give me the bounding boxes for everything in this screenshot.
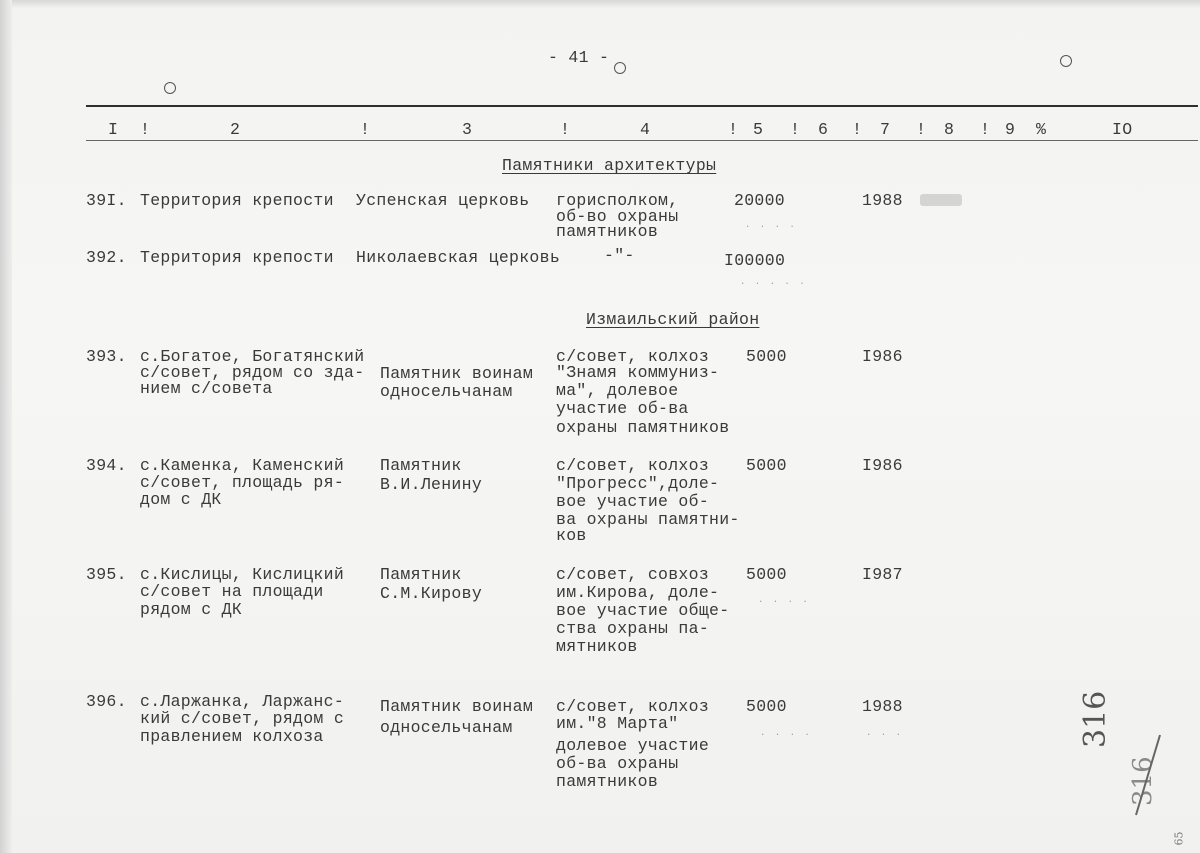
handwritten-crossed-number: 316 (1128, 756, 1158, 806)
row-monument-line: С.М.Кирову (380, 584, 483, 603)
row-funding-line: -"- (604, 246, 635, 265)
column-separator: ! (980, 120, 991, 139)
row-number: 393. (86, 347, 127, 366)
row-funding-line: ков (556, 526, 587, 545)
column-header: 6 (818, 120, 829, 139)
paper-edge-top (0, 0, 1200, 8)
faint-dots-mark: · · · · (760, 730, 812, 740)
row-funding-line: долевое участие (556, 736, 710, 755)
row-amount: 5000 (746, 565, 787, 584)
page-number: - 41 - (548, 48, 610, 67)
column-separator: ! (560, 120, 571, 139)
row-year: 1988 (862, 191, 903, 210)
row-funding-line: с/совет, колхоз (556, 456, 710, 475)
row-funding-line: ва охраны памятни- (556, 510, 740, 529)
row-location-line: Территория крепости (140, 248, 334, 267)
binder-hole-icon (1058, 53, 1075, 70)
row-funding-line: об-ва охраны (556, 754, 679, 773)
row-funding-line: памятников (556, 772, 659, 791)
row-funding-line: с/совет, совхоз (556, 565, 710, 584)
column-separator: % (1036, 120, 1047, 139)
row-location-line: нием с/совета (140, 379, 273, 398)
column-header: I (108, 120, 119, 139)
column-separator: ! (916, 120, 927, 139)
row-monument-line: Успенская церковь (356, 191, 530, 210)
row-funding-line: памятников (556, 222, 659, 241)
row-location-line: с.Каменка, Каменский (140, 456, 345, 475)
row-location-line: кий с/совет, рядом с (140, 709, 345, 728)
row-location-line: с/совет, площадь ря- (140, 473, 345, 492)
row-location-line: с/совет на площади (140, 582, 324, 601)
column-separator: ! (790, 120, 801, 139)
row-funding-line: им.Кирова, доле- (556, 583, 720, 602)
row-funding-line: вое участие об- (556, 492, 710, 511)
row-monument-line: Памятник воинам (380, 697, 534, 716)
faint-dots-mark: · · · · (758, 597, 810, 607)
row-funding-line: об-во охраны (556, 207, 679, 226)
row-number: 395. (86, 565, 127, 584)
binder-hole-icon (162, 80, 179, 97)
faint-dots-mark: · · · · · (740, 279, 807, 289)
column-separator: ! (852, 120, 863, 139)
row-location-line: дом с ДК (140, 490, 222, 509)
row-year: 1988 (862, 697, 903, 716)
row-location-line: правлением колхоза (140, 727, 324, 746)
row-amount: 20000 (734, 191, 786, 210)
row-amount: I00000 (724, 251, 786, 270)
row-year: I986 (862, 347, 903, 366)
row-location-line: с/совет, рядом со зда- (140, 363, 365, 382)
section-heading: Измаильский район (586, 310, 760, 329)
row-monument-line: Памятник (380, 456, 462, 475)
row-funding-line: им."8 Марта" (556, 714, 679, 733)
faint-dots-mark: · · · (866, 730, 904, 740)
row-amount: 5000 (746, 456, 787, 475)
column-separator: ! (728, 120, 739, 139)
column-header: 3 (462, 120, 473, 139)
column-header: 9 (1005, 120, 1016, 139)
faint-dots-mark: · · · · (745, 222, 797, 232)
row-funding-line: с/совет, колхоз (556, 347, 710, 366)
column-header: 2 (230, 120, 241, 139)
row-funding-line: охраны памятников (556, 418, 730, 437)
row-monument-line: Николаевская церковь (356, 248, 561, 267)
column-separator: ! (140, 120, 151, 139)
row-number: 394. (86, 456, 127, 475)
row-funding-line: с/совет, колхоз (556, 697, 710, 716)
row-number: 392. (86, 248, 127, 267)
row-location-line: Территория крепости (140, 191, 334, 210)
row-amount: 5000 (746, 697, 787, 716)
row-monument-line: Памятник воинам (380, 364, 534, 383)
row-location-line: с.Кислицы, Кислицкий (140, 565, 345, 584)
ink-smudge-mark (920, 194, 962, 206)
row-funding-line: ства охраны па- (556, 619, 710, 638)
row-location-line: с.Богатое, Богатянский (140, 347, 365, 366)
row-number: 39I. (86, 191, 127, 210)
handwritten-page-number: 316 (1078, 690, 1113, 748)
row-monument-line: односельчанам (380, 718, 513, 737)
column-header: 7 (880, 120, 891, 139)
row-funding-line: мятников (556, 637, 638, 656)
row-monument-line: Памятник (380, 565, 462, 584)
column-header: 4 (640, 120, 651, 139)
section-heading: Памятники архитектуры (502, 156, 717, 175)
column-header: IO (1112, 120, 1133, 139)
row-year: I986 (862, 456, 903, 475)
column-header: 5 (753, 120, 764, 139)
paper-edge-left (0, 0, 12, 853)
row-year: I987 (862, 565, 903, 584)
row-location-line: рядом с ДК (140, 600, 243, 619)
row-monument-line: односельчанам (380, 382, 513, 401)
header-rule (86, 105, 1198, 107)
column-header: 8 (944, 120, 955, 139)
row-monument-line: В.И.Ленину (380, 475, 483, 494)
row-funding-line: "Прогресс",доле- (556, 474, 720, 493)
row-funding-line: участие об-ва (556, 399, 689, 418)
corner-mark: 65 (1172, 831, 1186, 846)
row-number: 396. (86, 692, 127, 711)
row-funding-line: вое участие обще- (556, 601, 730, 620)
row-funding-line: "Знамя коммуниз- (556, 363, 720, 382)
column-header-rule (86, 140, 1198, 141)
row-location-line: с.Ларжанка, Ларжанс- (140, 692, 345, 711)
strike-through-mark (1130, 730, 1170, 820)
row-funding-line: ма", долевое (556, 381, 679, 400)
column-separator: ! (360, 120, 371, 139)
row-funding-line: горисполком, (556, 191, 679, 210)
binder-hole-icon (612, 60, 629, 77)
row-amount: 5000 (746, 347, 787, 366)
